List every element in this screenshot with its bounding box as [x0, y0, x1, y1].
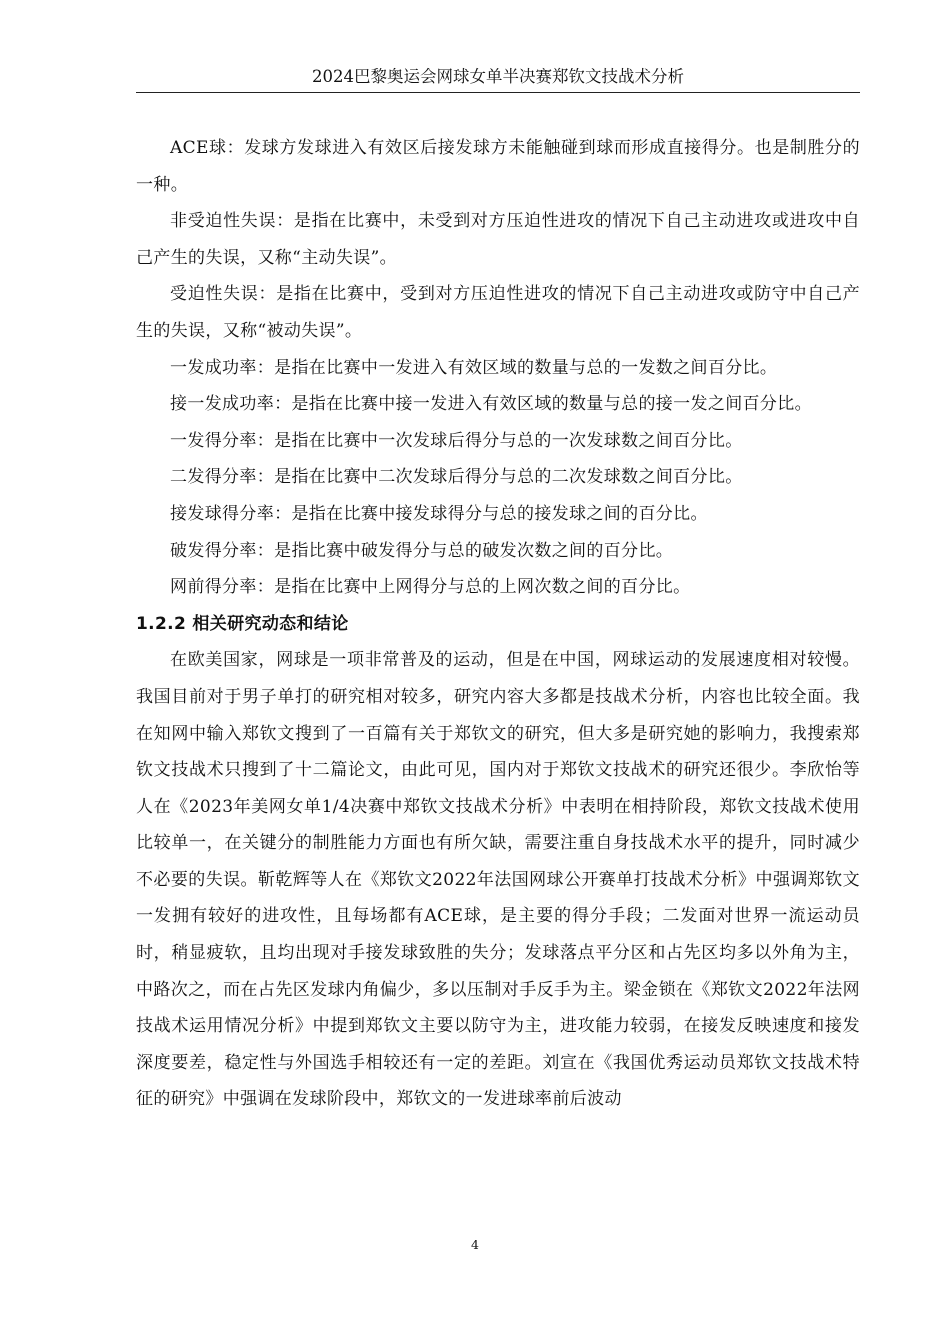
definition-second-serve-points: 二发得分率：是指在比赛中二次发球后得分与总的二次发球数之间百分比。 — [170, 467, 743, 488]
section-heading: 1.2.2 相关研究动态和结论 — [136, 613, 349, 634]
definition-ace: ACE球：发球方发球进入有效区后接发球方未能触碰到球而形成直接得分。也是制胜分的一种。 — [136, 138, 860, 195]
body-text — [136, 130, 860, 1118]
definition-break-points: 破发得分率：是指比赛中破发得分与总的破发次数之间的百分比。 — [170, 540, 674, 561]
definition-first-serve-rate: 一发成功率：是指在比赛中一发进入有效区域的数量与总的一发数之间百分比。 — [170, 357, 778, 378]
definition-return-points: 接发球得分率：是指在比赛中接发球得分与总的接发球之间的百分比。 — [170, 503, 708, 524]
running-header: 2024巴黎奥运会网球女单半决赛郑钦文技战术分析 — [312, 67, 684, 86]
header-rule — [136, 92, 860, 93]
definition-unforced-error: 非受迫性失误：是指在比赛中，未受到对方压迫性进攻的情况下自己主动进攻或进攻中自己产生的失误，又称“主动失误”。 — [136, 211, 860, 268]
definition-first-serve-points: 一发得分率：是指在比赛中一次发球后得分与总的一次发球数之间百分比。 — [170, 430, 743, 451]
definition-first-return-rate: 接一发成功率：是指在比赛中接一发进入有效区域的数量与总的接一发之间百分比。 — [170, 394, 812, 415]
page-number: 4 — [471, 1237, 479, 1252]
section-paragraph: 在欧美国家，网球是一项非常普及的运动，但是在中国，网球运动的发展速度相对较慢。我国目前对于男子单打的研究相对较多，研究内容大多都是技战术分析，内容也比较全面。我在知网中输入郑钦文搜到了一百篇有关于郑钦文的研究，但大多是研究她的影响力，我搜索郑钦文技战术只搜到了十二篇论文，由此可见，国内对于郑钦文技战术的研究还很少。李欣怡等人在《2023年美网女单1/4决赛中郑钦文技战术分析》中表明在相持阶段，郑钦文技战术使用比较单一，在关键分的制胜能力方面也有所欠缺，需要注重自身技战术水平的提升，同时减少不必要的失误。靳乾辉等人在《郑钦文2022年法国网球公开赛单打技战术分析》中强调郑钦文一发拥有较好的进攻性，且每场都有ACE球，是主要的得分手段；二发面对世界一流运动员时，稍显疲软，且均出现对手接发球致胜的失分；发球落点平分区和占先区均多以外角为主，中路次之，而在占先区发球内角偏少，多以压制对手反手为主。梁金锁在《郑钦文2022年法网技战术运用情况分析》中提到郑钦文主要以防守为主，进攻能力较弱，在接发反映速度和接发深度要差，稳定性与外国选手相较还有一定的差距。刘宣在《我国优秀运动员郑钦文技战术特征的研究》中强调在发球阶段中，郑钦文的一发进球率前后波动 — [136, 650, 860, 1110]
definition-net-points: 网前得分率：是指在比赛中上网得分与总的上网次数之间的百分比。 — [170, 577, 691, 598]
definition-forced-error: 受迫性失误：是指在比赛中，受到对方压迫性进攻的情况下自己主动进攻或防守中自己产生的失误，又称“被动失误”。 — [136, 284, 860, 341]
